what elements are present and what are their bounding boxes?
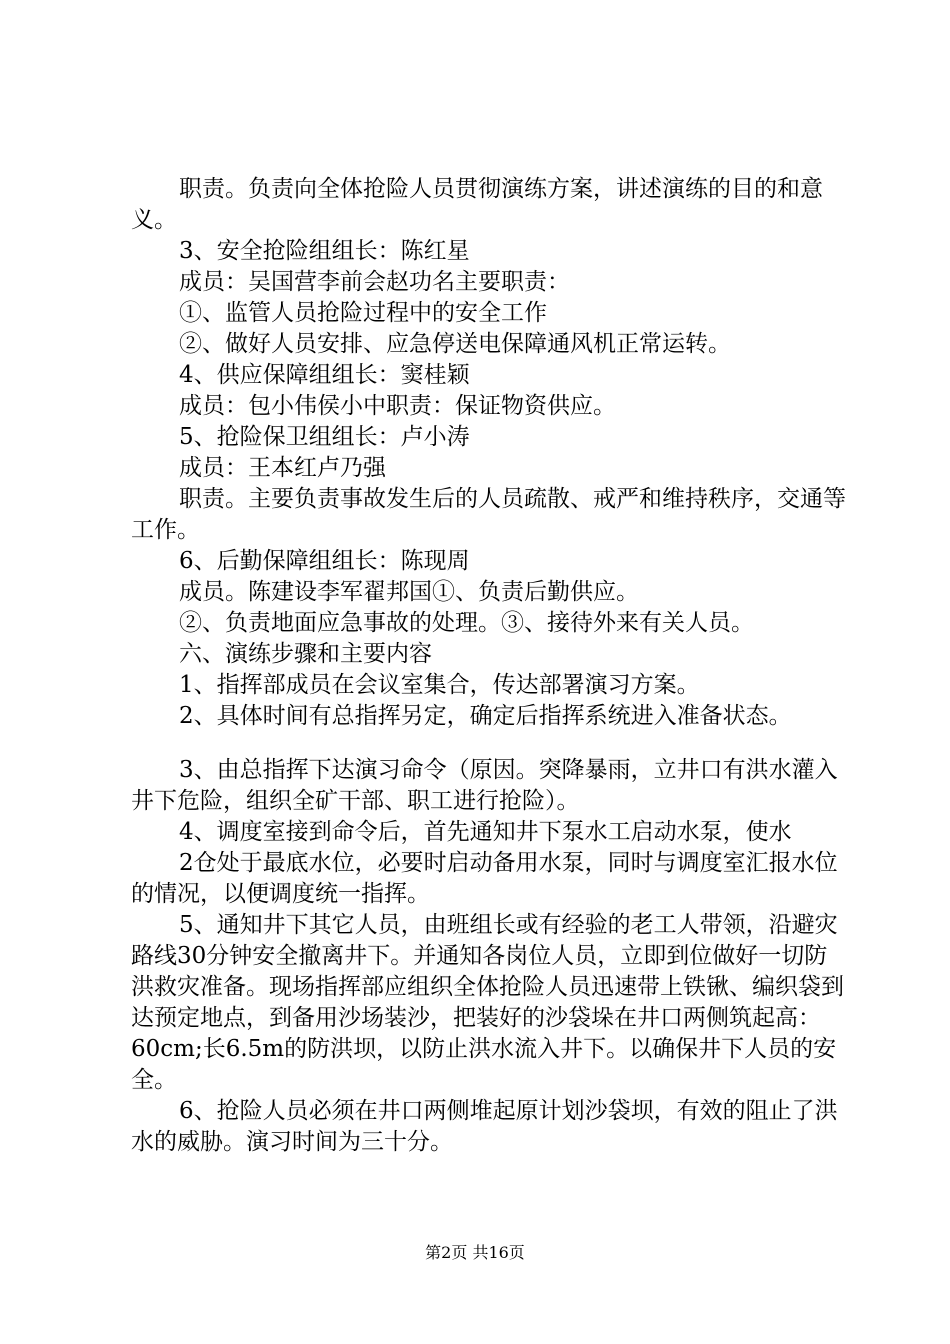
paragraph-14: 六、演练步骤和主要内容: [179, 641, 432, 667]
paragraph-5: ②、做好人员安排、应急停送电保障通风机正常运转。: [179, 331, 731, 357]
paragraph-21: 6、抢险人员必须在井口两侧堆起原计划沙袋坝，有效的阻止了洪水的威胁。演习时间为三十分。: [131, 1098, 838, 1155]
paragraph-15: 1、指挥部成员在会议室集合，传达部署演习方案。: [179, 672, 700, 698]
page-footer: [0, 1243, 950, 1263]
paragraph-10: 职责。主要负责事故发生后的人员疏散、戒严和维持秩序，交通等工作。: [131, 486, 846, 543]
paragraph-16: 2、具体时间有总指挥另定，确定后指挥系统进入准备状态。: [179, 703, 792, 729]
paragraph-7: 成员：包小伟侯小中职责：保证物资供应。: [179, 393, 616, 419]
paragraph-13: ②、负责地面应急事故的处理。③、接待外来有关人员。: [179, 610, 754, 636]
paragraph-6: 4、供应保障组组长：窦桂颖: [179, 362, 470, 388]
paragraph-2: 3、安全抢险组组长：陈红星: [179, 238, 470, 264]
paragraph-12: 成员。陈建设李军翟邦国①、负责后勤供应。: [179, 579, 639, 605]
paragraph-9: 成员：王本红卢乃强: [179, 455, 386, 481]
paragraph-18: 4、调度室接到命令后，首先通知井下泵水工启动水泵，使水: [179, 819, 792, 845]
paragraph-17: 3、由总指挥下达演习命令（原因。突降暴雨，立井口有洪水灌入井下危险，组织全矿干部、职工进行抢险）。: [131, 757, 838, 814]
document-body: [131, 174, 847, 1158]
paragraph-19: 2仓处于最底水位，必要时启动备用水泵，同时与调度室汇报水位的情况，以便调度统一指挥。: [131, 850, 838, 907]
paragraph-20: 5、通知井下其它人员，由班组长或有经验的老工人带领，沿避灾路线30分钟安全撤离井下。并通知各岗位人员，立即到位做好一切防洪救灾准备。现场指挥部应组织全体抢险人员迅速带上铁锹、编织袋到达预定地点，到备用沙场装沙，把装好的沙袋垛在井口两侧筑起高：60cm;长6.5m的防洪坝，以防止洪水流入井下。以确保井下人员的安全。: [131, 912, 844, 1093]
paragraph-11: 6、后勤保障组组长：陈现周: [179, 548, 470, 574]
paragraph-3: 成员：吴国营李前会赵功名主要职责：: [179, 269, 570, 295]
paragraph-1: 职责。负责向全体抢险人员贯彻演练方案，讲述演练的目的和意义。: [131, 176, 823, 233]
paragraph-8: 5、抢险保卫组组长：卢小涛: [179, 424, 470, 450]
page-number-label: 第2页 共16页: [425, 1243, 525, 1262]
paragraph-4: ①、监管人员抢险过程中的安全工作: [179, 300, 547, 326]
